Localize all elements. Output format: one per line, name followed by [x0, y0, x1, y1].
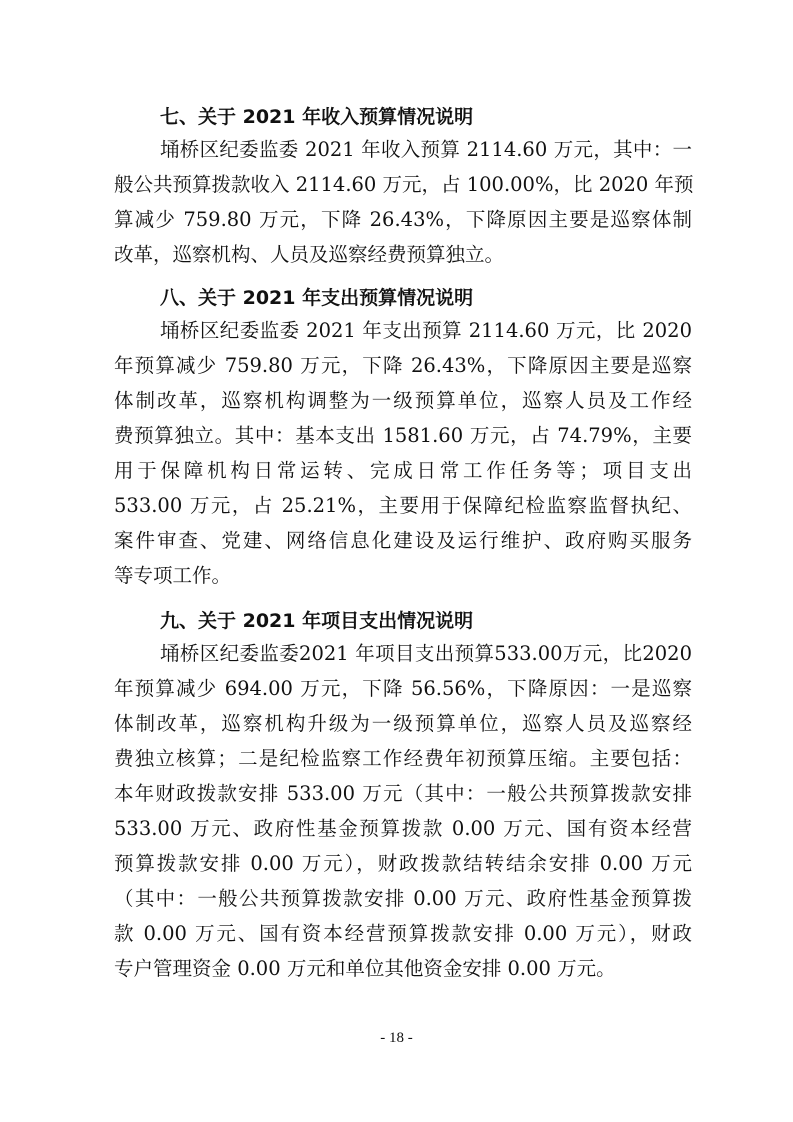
text-line: 年预算减少 694.00 万元，下降 56.56%，下降原因：一是巡察	[114, 677, 692, 700]
text-line: 费预算独立。其中：基本支出 1581.60 万元，占 74.79%，主要	[114, 424, 692, 447]
text-line: 用于保障机构日常运转、完成日常工作任务等；项目支出	[114, 459, 692, 482]
text-line: 埇桥区纪委监委 2021 年收入预算 2114.60 万元，其中：一	[160, 138, 692, 161]
text-line: 埇桥区纪委监委 2021 年支出预算 2114.60 万元，比 2020	[160, 319, 692, 342]
text-line: 专户管理资金 0.00 万元和单位其他资金安排 0.00 万元。	[114, 957, 616, 980]
text-line: 般公共预算拨款收入 2114.60 万元，占 100.00%，比 2020 年预	[114, 173, 694, 196]
text-line: 年预算减少 759.80 万元，下降 26.43%，下降原因主要是巡察	[114, 354, 692, 377]
section-heading-9: 九、关于 2021 年项目支出情况说明	[160, 610, 474, 632]
page-number: - 18 -	[380, 1030, 413, 1046]
text-line: 埇桥区纪委监委2021 年项目支出预算533.00万元，比2020	[160, 642, 692, 665]
text-line: 案件审查、党建、网络信息化建设及运行维护、政府购买服务	[114, 529, 692, 552]
text-line: （其中：一般公共预算拨款安排 0.00 万元、政府性基金预算拨	[114, 887, 692, 910]
section-heading-7: 七、关于 2021 年收入预算情况说明	[160, 106, 474, 128]
section-body-7	[114, 132, 692, 272]
text-line: 体制改革，巡察机构升级为一级预算单位，巡察人员及巡察经	[114, 712, 692, 735]
text-line: 533.00 万元，占 25.21%，主要用于保障纪检监察监督执纪、	[114, 494, 692, 517]
section-body-8	[114, 313, 692, 593]
section-heading-8: 八、关于 2021 年支出预算情况说明	[160, 287, 474, 309]
text-line: 等专项工作。	[114, 564, 232, 587]
text-line: 款 0.00 万元、国有资本经营预算拨款安排 0.00 万元），财政	[114, 922, 692, 945]
text-line: 预算拨款安排 0.00 万元），财政拨款结转结余安排 0.00 万元	[114, 852, 692, 875]
text-line: 费独立核算；二是纪检监察工作经费年初预算压缩。主要包括：	[114, 747, 692, 770]
text-line: 改革，巡察机构、人员及巡察经费预算独立。	[114, 243, 505, 266]
section-body-9	[114, 636, 692, 986]
text-line: 本年财政拨款安排 533.00 万元（其中：一般公共预算拨款安排	[114, 782, 692, 805]
text-line: 算减少 759.80 万元，下降 26.43%，下降原因主要是巡察体制	[114, 208, 692, 231]
text-line: 533.00 万元、政府性基金预算拨款 0.00 万元、国有资本经营	[114, 817, 692, 840]
text-line: 体制改革，巡察机构调整为一级预算单位，巡察人员及工作经	[114, 389, 692, 412]
